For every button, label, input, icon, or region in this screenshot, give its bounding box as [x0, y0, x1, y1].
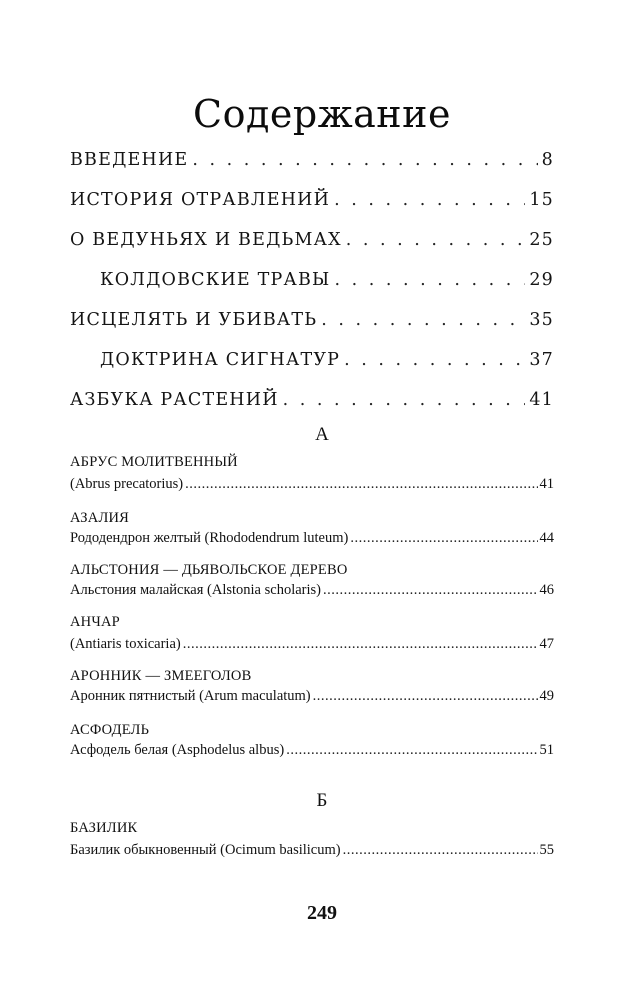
plant-heading: БАЗИЛИК [70, 820, 138, 836]
toc-entry-label: ИСТОРИЯ ОТРАВЛЕНИЙ [70, 190, 331, 210]
plant-heading: АСФОДЕЛЬ [70, 722, 150, 738]
leader-dots [344, 350, 525, 370]
plant-heading: АНЧАР [70, 614, 120, 630]
toc-entry-history [70, 190, 554, 210]
plant-page: 46 [539, 582, 554, 598]
page-number: 249 [307, 902, 337, 924]
toc-entry-page: 25 [529, 230, 554, 250]
plant-page: 44 [539, 530, 554, 546]
plant-name: Рододендрон желтый (Rhododendrum luteum) [70, 530, 349, 546]
plant-entry [70, 476, 554, 493]
toc-entry-page: 37 [529, 350, 554, 370]
toc-entry-alphabet [70, 390, 554, 410]
plant-entry [70, 636, 554, 653]
toc-entry-signatures [100, 350, 554, 370]
leader-dots [313, 688, 538, 705]
plant-entry [70, 742, 554, 759]
leader-dots [183, 636, 538, 653]
plant-heading: АРОННИК — ЗМЕЕГОЛОВ [70, 668, 252, 684]
plant-name: Аронник пятнистый (Arum maculatum) [70, 688, 311, 704]
leader-dots [286, 742, 537, 759]
plant-name: (Antiaris toxicaria) [70, 636, 181, 652]
plant-entry [70, 688, 554, 705]
plant-name: Альстония малайская (Alstonia scholaris) [70, 582, 321, 598]
toc-entry-label: ИСЦЕЛЯТЬ И УБИВАТЬ [70, 310, 318, 330]
leader-dots [343, 842, 538, 859]
leader-dots [283, 390, 526, 410]
toc-entry-label: О ВЕДУНЬЯХ И ВЕДЬМАХ [70, 230, 342, 250]
plant-entry [70, 842, 554, 859]
leader-dots [334, 190, 525, 210]
leader-dots [350, 530, 537, 547]
plant-entry [70, 582, 554, 599]
plant-page: 49 [539, 688, 554, 704]
toc-entry-introduction [70, 150, 554, 170]
plant-heading: АЛЬСТОНИЯ — ДЬЯВОЛЬСКОЕ ДЕРЕВО [70, 562, 348, 578]
toc-entry-herbs [100, 270, 554, 290]
plant-page: 47 [539, 636, 554, 652]
toc-entry-heal-kill [70, 310, 554, 330]
toc-entry-witches [70, 230, 554, 250]
toc-entry-label: АЗБУКА РАСТЕНИЙ [70, 390, 279, 410]
toc-entry-page: 41 [529, 390, 554, 410]
leader-dots [346, 230, 526, 250]
plant-page: 55 [539, 842, 554, 858]
page-title: Содержание [193, 92, 451, 136]
plant-entry [70, 530, 554, 547]
leader-dots [321, 310, 525, 330]
leader-dots [323, 582, 538, 599]
plant-page: 41 [539, 476, 554, 492]
section-letter: Б [316, 790, 328, 811]
plant-heading: АЗАЛИЯ [70, 510, 130, 526]
toc-entry-label: ДОКТРИНА СИГНАТУР [100, 350, 341, 370]
toc-entry-label: ВВЕДЕНИЕ [70, 150, 189, 170]
leader-dots [192, 150, 537, 170]
plant-name: (Abrus precatorius) [70, 476, 184, 492]
toc-entry-page: 15 [529, 190, 554, 210]
leader-dots [185, 476, 537, 493]
leader-dots [334, 270, 525, 290]
toc-entry-page: 8 [541, 150, 554, 170]
plant-name: Базилик обыкновенный (Ocimum basilicum) [70, 842, 341, 858]
plant-heading: АБРУС МОЛИТВЕННЫЙ [70, 454, 238, 470]
toc-entry-page: 35 [529, 310, 554, 330]
plant-page: 51 [539, 742, 554, 758]
toc-entry-label: КОЛДОВСКИЕ ТРАВЫ [100, 270, 331, 290]
section-letter: А [315, 424, 329, 445]
toc-entry-page: 29 [529, 270, 554, 290]
plant-name: Асфодель белая (Asphodelus albus) [70, 742, 285, 758]
